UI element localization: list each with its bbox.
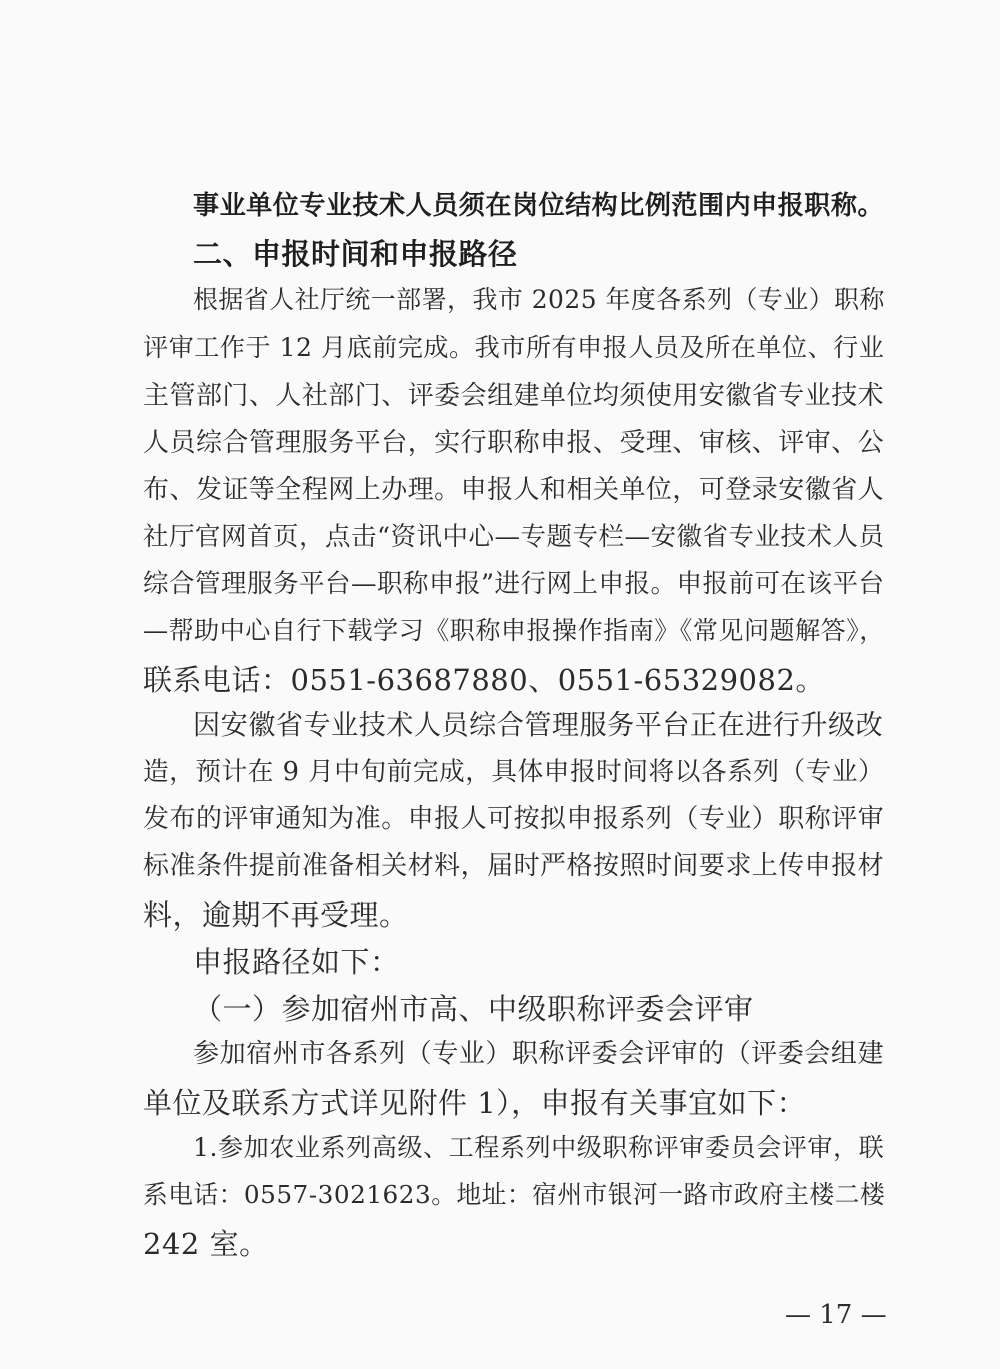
paragraph-line: 人员综合管理服务平台，实行职称申报、受理、审核、评审、公 xyxy=(143,428,885,458)
paragraph-line: 联系电话：0551-63687880、0551-65329082。 xyxy=(143,663,825,697)
paragraph-line: 标准条件提前准备相关材料，届时严格按照时间要求上传申报材 xyxy=(143,851,885,881)
paragraph-line: 1.参加农业系列高级、工程系列中级职称评审委员会评审，联 xyxy=(193,1133,885,1162)
paragraph-line: —帮助中心自行下载学习《职称申报操作指南》《常见问题解答》， xyxy=(143,616,885,645)
paragraph-line: 综合管理服务平台—职称申报”进行网上申报。申报前可在该平台 xyxy=(143,569,885,599)
subsection-heading: （一）参加宿州市高、中级职称评委会评审 xyxy=(193,992,754,1026)
paragraph-line: 造，预计在 9 月中旬前完成，具体申报时间将以各系列（专业） xyxy=(143,757,885,787)
paragraph-line: 料，逾期不再受理。 xyxy=(143,898,409,932)
paragraph-line: 发布的评审通知为准。申报人可按拟申报系列（专业）职称评审 xyxy=(143,804,885,834)
section-heading: 二、申报时间和申报路径 xyxy=(193,237,518,271)
paragraph-line: 根据省人社厅统一部署，我市 2025 年度各系列（专业）职称 xyxy=(193,285,885,314)
paragraph-line: 事业单位专业技术人员须在岗位结构比例范围内申报职称。 xyxy=(193,191,885,221)
paragraph-line: 单位及联系方式详见附件 1），申报有关事宜如下： xyxy=(143,1086,807,1120)
paragraph-line: 因安徽省专业技术人员综合管理服务平台正在进行升级改 xyxy=(193,710,884,741)
page-number: — 17 — xyxy=(785,1300,887,1330)
paragraph-line: 系电话：0557-3021623。地址：宿州市银河一路市政府主楼二楼 xyxy=(143,1180,886,1209)
paragraph-line: 申报路径如下： xyxy=(193,945,400,979)
paragraph-line: 布、发证等全程网上办理。申报人和相关单位，可登录安徽省人 xyxy=(143,475,885,505)
paragraph-line: 评审工作于 12 月底前完成。我市所有申报人员及所在单位、行业 xyxy=(143,333,885,362)
paragraph-line: 主管部门、人社部门、评委会组建单位均须使用安徽省专业技术 xyxy=(143,381,885,411)
paragraph-line: 参加宿州市各系列（专业）职称评委会评审的（评委会组建 xyxy=(193,1039,885,1069)
paragraph-line: 社厅官网首页，点击“资讯中心—专题专栏—安徽省专业技术人员 xyxy=(143,522,885,552)
paragraph-line: 242 室。 xyxy=(143,1227,269,1261)
